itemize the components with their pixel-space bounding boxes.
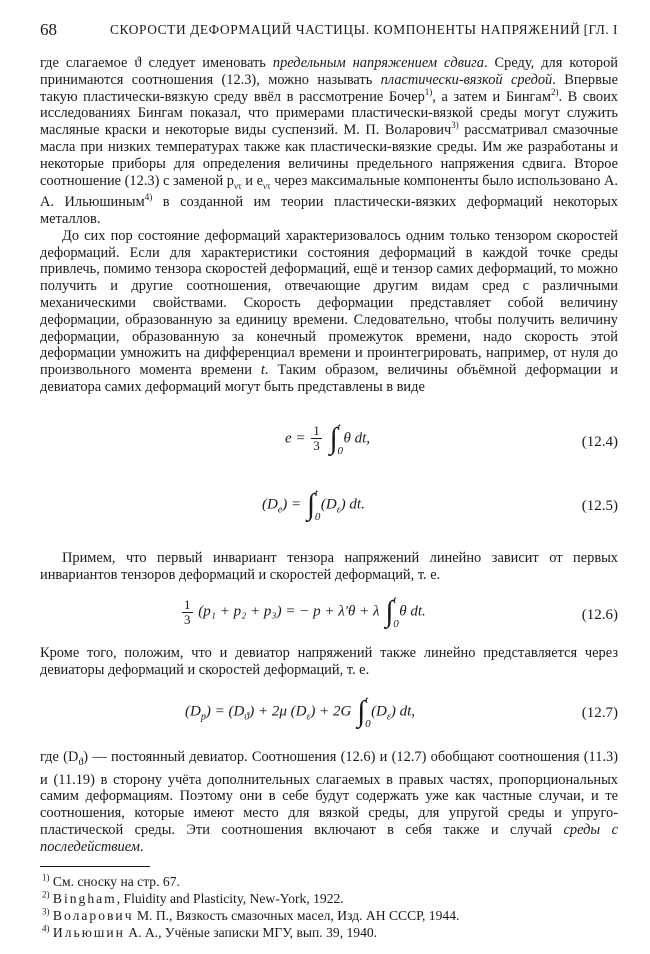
page-number: 68 bbox=[40, 20, 57, 39]
footnote-2: $^{2)}$ Bingham, Fluidity and Plasticity, New-York, 1922. bbox=[42, 889, 344, 906]
paragraph-4: Кроме того, положим, что и девиатор напряжений также линейно представляется через девиаторы деформаций и скоростей деформаций, т. е. bbox=[40, 645, 618, 679]
footnote-4: $^{4)}$ Ильюшин А. А., Учёные записки МГУ, вып. 39, 1940. bbox=[42, 923, 378, 940]
chapter-label: [ГЛ. I bbox=[583, 22, 618, 37]
equation-number: (12.7) bbox=[581, 705, 618, 721]
equation-12-4: e = $\frac{1}{3}$ ∫ t 0 θ dt, (12.4) bbox=[285, 420, 618, 457]
paragraph-2: До сих пор состояние деформаций характеризовалось одним только тензором скоростей деформаций. Если для характеристики состояния деформаций в каждой точке среды привлечь, помимо тензора скоростей деформаций, ещё и тензор самих деформаций, то можно получить и другие соотношения, отвечающие другим видам сред с различными механическими свойствами. Скорость деформации представляет собой величину деформации, образованную за единицу времени. Следовательно, чтобы получить величину деформации, образованную за конечный промежуток времени, надо скорость этой деформации умножить на дифференциал времени и проинтегрировать, например, от нуля до произвольного момента времени t. Таким образом, величины объёмной деформации и девиатора самих деформаций могут быть представлены в виде bbox=[40, 227, 618, 396]
paragraph-3: Примем, что первый инвариант тензора напряжений линейно зависит от первых инвариантов тензоров деформаций и скоростей деформаций, т. е. bbox=[40, 549, 618, 583]
running-title: СКОРОСТИ ДЕФОРМАЦИЙ ЧАСТИЦЫ. КОМПОНЕНТЫ НАПРЯЖЕНИЙ bbox=[110, 22, 581, 37]
footnote-1: $^{1)}$ См. сноску на стр. 67. bbox=[42, 872, 180, 889]
equation-12-5: $(D_e)$ = ∫ t 0 $(D_\varepsilon)$ dt. (12.5) bbox=[262, 486, 618, 523]
equation-12-7: $(D_p) = (D_ϑ) + 2\mu$ $(D_\varepsilon) + 2G$ ∫ t 0 $(D_\varepsilon)$ dt, (12.7) bbox=[185, 694, 618, 730]
equation-number: (12.4) bbox=[581, 433, 618, 450]
equation-12-6: $\frac{1}{3}$ (p₁ + p₂ + p₃) = − p + λ′θ + λ ∫ t 0 θ dt. (12.6) bbox=[184, 594, 618, 631]
equation-number: (12.6) bbox=[581, 607, 618, 624]
paragraph-1: где слагаемое ϑ следует именовать предельным напряжением сдвига. Среду, для которой принимаются соотношения (12.3), можно называть пластически-вязкой средой. Впервые такую пластически-вязкую среду ввёл в рассмотрение Бочер$^{1)}$, а затем и Бингам$^{2)}$. В своих исследованиях Бингам показал, что примерами пластически-вязкой среды могут служить масляные краски и некоторые виды суспензий. М. П. Воларович$^{3)}$ рассматривал смазочные масла при низких температурах также как пластически-вязкие среды. Им же разработаны и некоторые приборы для определения величины предельного напряжения сдвига. Второе соотношение (12.3) с заменой $p_{\nu\tau}$ и $e_{\nu\tau}$ через максимальные компоненты было использовано А. А. Ильюшиным$^{4)}$ в созданной им теории пластически-вязких деформаций некоторых металлов. bbox=[40, 55, 619, 228]
footnote-rule bbox=[40, 866, 150, 867]
footnote-3: $^{3)}$ Воларович М. П., Вязкость смазочных масел, Изд. АН СССР, 1944. bbox=[42, 906, 460, 923]
paragraph-5: где $(D_ϑ)$ — постоянный девиатор. Соотношения (12.6) и (12.7) обобщают соотношения (11.3) и (11.19) в сторону учёта дополнительных слагаемых в правых частях, пропорциональных самим деформациям. Поэтому они в себе будут содержать уже как частные случаи, и те соотношения, которые имеют место для вязкой среды, для упругой среды и упруго-пластической среды. Эти соотношения включают в себя также и случай среды с последействием. bbox=[40, 749, 618, 855]
page-body bbox=[40, 55, 618, 941]
equation-number: (12.5) bbox=[581, 497, 618, 514]
